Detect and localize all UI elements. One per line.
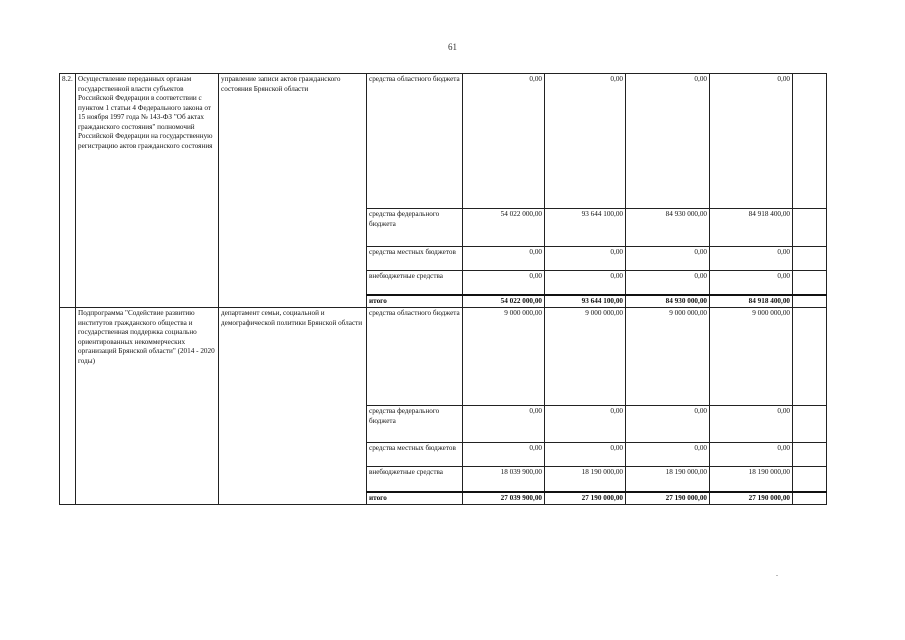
value-cell: 18 190 000,00 xyxy=(710,467,793,492)
value-cell: 0,00 xyxy=(463,443,545,467)
value-cell: 0,00 xyxy=(463,247,545,271)
funding-source-cell: средства федерального бюджета xyxy=(367,209,463,247)
total-value-cell: 27 190 000,00 xyxy=(626,492,710,505)
value-cell: 0,00 xyxy=(463,74,545,209)
value-cell: 0,00 xyxy=(626,443,710,467)
empty-cell xyxy=(793,467,827,492)
empty-cell xyxy=(793,74,827,209)
empty-cell xyxy=(793,271,827,295)
value-cell: 0,00 xyxy=(710,74,793,209)
value-cell: 0,00 xyxy=(626,406,710,443)
empty-cell xyxy=(793,308,827,406)
value-cell: 0,00 xyxy=(710,247,793,271)
value-cell: 9 000 000,00 xyxy=(463,308,545,406)
value-cell: 0,00 xyxy=(545,74,626,209)
total-value-cell: 84 930 000,00 xyxy=(626,295,710,308)
table-row xyxy=(60,308,827,406)
value-cell: 0,00 xyxy=(710,406,793,443)
total-value-cell: 54 022 000,00 xyxy=(463,295,545,308)
value-cell: 18 190 000,00 xyxy=(626,467,710,492)
funding-source-cell: внебюджетные средства xyxy=(367,467,463,492)
funding-source-cell: внебюджетные средства xyxy=(367,271,463,295)
funding-source-cell: итого xyxy=(367,492,463,505)
value-cell: 0,00 xyxy=(626,74,710,209)
budget-table xyxy=(59,73,827,505)
total-value-cell: 27 190 000,00 xyxy=(710,492,793,505)
value-cell: 0,00 xyxy=(545,271,626,295)
value-cell: 0,00 xyxy=(545,247,626,271)
total-value-cell: 93 644 100,00 xyxy=(545,295,626,308)
page-number: 61 xyxy=(448,42,457,52)
funding-source-cell: средства областного бюджета xyxy=(367,74,463,209)
total-value-cell: 27 190 000,00 xyxy=(545,492,626,505)
program-name-cell: Подпрограмма "Содействие развитию институтов гражданского общества и государственная поддержка социально ориентированных некоммерческих организаций Брянской области" (2014 - 2020 годы) xyxy=(76,308,219,505)
value-cell: 93 644 100,00 xyxy=(545,209,626,247)
program-name-cell: Осуществление переданных органам государственной власти субъектов Российской Федерации в соответствии с пунктом 1 статьи 4 Федерального закона от 15 ноября 1997 года № 143-ФЗ "Об актах гражданского состояния" полномочий Российской Федерации на государственную регистрацию актов гражданского состояния xyxy=(76,74,219,308)
empty-cell xyxy=(793,295,827,308)
value-cell: 0,00 xyxy=(545,443,626,467)
value-cell: 84 918 400,00 xyxy=(710,209,793,247)
empty-cell xyxy=(793,209,827,247)
total-value-cell: 84 918 400,00 xyxy=(710,295,793,308)
funding-source-cell: средства местных бюджетов xyxy=(367,443,463,467)
value-cell: 0,00 xyxy=(710,271,793,295)
value-cell: 0,00 xyxy=(626,247,710,271)
value-cell: 18 190 000,00 xyxy=(545,467,626,492)
funding-source-cell: итого xyxy=(367,295,463,308)
value-cell: 0,00 xyxy=(463,406,545,443)
funding-source-cell: средства местных бюджетов xyxy=(367,247,463,271)
funding-source-cell: средства областного бюджета xyxy=(367,308,463,406)
scan-speck xyxy=(776,575,778,576)
value-cell: 0,00 xyxy=(463,271,545,295)
executor-cell: департамент семьи, социальной и демографической политики Брянской области xyxy=(219,308,367,505)
empty-cell xyxy=(793,443,827,467)
empty-cell xyxy=(793,492,827,505)
funding-source-cell: средства федерального бюджета xyxy=(367,406,463,443)
value-cell: 18 039 900,00 xyxy=(463,467,545,492)
value-cell: 0,00 xyxy=(710,443,793,467)
value-cell: 9 000 000,00 xyxy=(545,308,626,406)
value-cell: 9 000 000,00 xyxy=(626,308,710,406)
row-code-cell xyxy=(60,308,76,505)
value-cell: 9 000 000,00 xyxy=(710,308,793,406)
value-cell: 0,00 xyxy=(545,406,626,443)
value-cell: 54 022 000,00 xyxy=(463,209,545,247)
empty-cell xyxy=(793,406,827,443)
table-row xyxy=(60,74,827,209)
total-value-cell: 27 039 900,00 xyxy=(463,492,545,505)
value-cell: 0,00 xyxy=(626,271,710,295)
row-code-cell: 8.2. xyxy=(60,74,76,308)
value-cell: 84 930 000,00 xyxy=(626,209,710,247)
executor-cell: управление записи актов гражданского состояния Брянской области xyxy=(219,74,367,308)
empty-cell xyxy=(793,247,827,271)
